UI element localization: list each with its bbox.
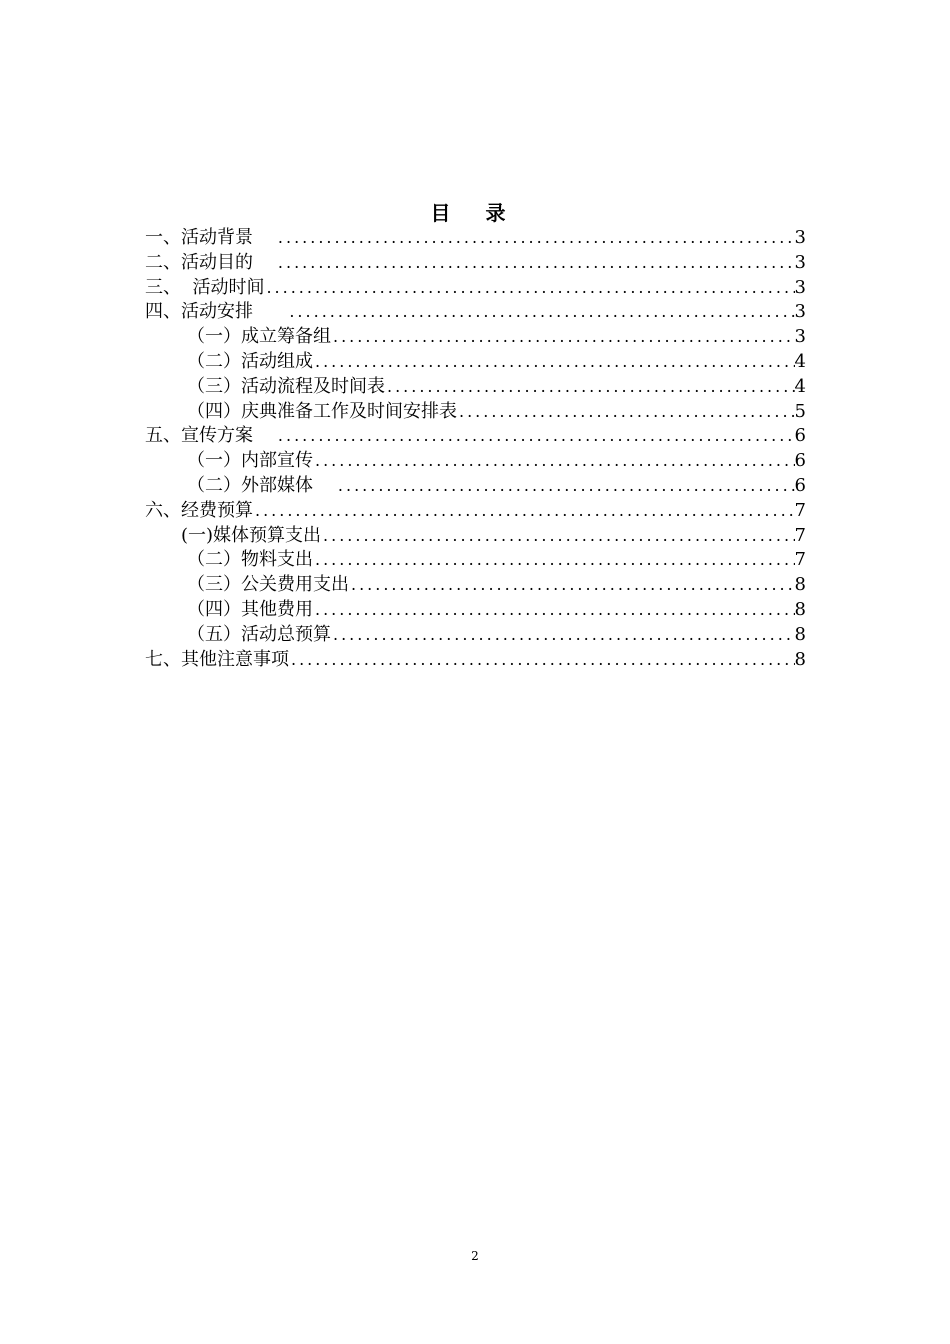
toc-entry-page: 3 — [794, 326, 806, 348]
toc-entry-label: 六、经费预算 — [145, 499, 253, 521]
toc-entry-label: (一)媒体预算支出 — [181, 524, 322, 546]
dot-leader — [276, 226, 795, 251]
dot-leader — [287, 300, 794, 325]
toc-entry-total-budget[interactable] — [145, 623, 806, 648]
toc-title: 目 录 — [430, 201, 520, 225]
toc-entry-activity-composition[interactable] — [145, 350, 806, 375]
toc-entry-label: （二）物料支出 — [187, 549, 313, 571]
toc-entry-page: 3 — [794, 251, 806, 273]
toc-entry-page: 6 — [794, 425, 806, 447]
toc-entry-label: （四）其他费用 — [187, 598, 313, 620]
toc-entry-page: 7 — [794, 499, 806, 521]
dot-leader — [276, 424, 795, 449]
toc-entry-internal-promotion[interactable] — [145, 449, 806, 474]
toc-entry-materials-expense[interactable] — [145, 548, 806, 573]
toc-entry-other-notes[interactable] — [145, 648, 806, 673]
dot-leader — [253, 499, 795, 524]
dot-leader — [336, 474, 795, 499]
toc-entry-label: 四、活动安排 — [145, 301, 288, 323]
toc-entry-page: 7 — [794, 549, 806, 571]
toc-entry-label: （二）活动组成 — [187, 350, 313, 372]
toc-entry-label: （三）活动流程及时间表 — [187, 375, 385, 397]
toc-entry-page: 3 — [794, 227, 806, 248]
dot-leader — [457, 400, 795, 425]
toc-entry-activity-arrangement[interactable] — [145, 300, 806, 325]
toc-entry-page: 4 — [794, 375, 806, 397]
toc-entry-activity-purpose[interactable] — [145, 251, 806, 276]
dot-leader — [321, 524, 795, 549]
toc-entry-label: （四）庆典准备工作及时间安排表 — [187, 400, 457, 422]
toc-entry-label: 二、活动目的 — [145, 251, 276, 273]
toc-entry-media-budget[interactable] — [145, 524, 806, 549]
toc-entry-page: 8 — [794, 598, 806, 620]
toc-entry-label: （三）公关费用支出 — [187, 574, 349, 596]
dot-leader — [276, 251, 795, 276]
toc-entry-page: 8 — [794, 623, 806, 645]
toc-entry-page: 8 — [794, 574, 806, 596]
toc-entry-budget[interactable] — [145, 499, 806, 524]
toc-entry-activity-schedule[interactable] — [145, 375, 806, 400]
toc-entry-label: 三、 活动时间 — [145, 276, 265, 298]
toc-entry-preparatory-group[interactable] — [145, 325, 806, 350]
toc-entry-label: （二）外部媒体 — [187, 474, 336, 496]
toc-entry-label: 五、宣传方案 — [145, 425, 276, 447]
toc-entry-label: （一）成立筹备组 — [187, 326, 331, 348]
toc-entry-page: 6 — [794, 474, 806, 496]
toc-entry-label: （五）活动总预算 — [187, 623, 331, 645]
toc-entry-page: 7 — [794, 524, 806, 546]
table-of-contents — [145, 226, 806, 672]
toc-entry-page: 4 — [794, 350, 806, 372]
dot-leader — [331, 325, 795, 350]
toc-entry-label: 一、活动背景 — [145, 227, 276, 248]
toc-entry-label: （一）内部宣传 — [187, 450, 313, 472]
dot-leader — [313, 598, 795, 623]
dot-leader — [289, 648, 795, 673]
toc-entry-page: 8 — [794, 648, 806, 670]
dot-leader — [331, 623, 795, 648]
toc-entry-celebration-prep[interactable] — [145, 400, 806, 425]
dot-leader — [264, 276, 794, 301]
toc-entry-other-expense[interactable] — [145, 598, 806, 623]
toc-entry-promotion-plan[interactable] — [145, 424, 806, 449]
dot-leader — [313, 548, 795, 573]
dot-leader — [313, 449, 795, 474]
dot-leader — [385, 375, 795, 400]
dot-leader — [349, 573, 795, 598]
page-number: 2 — [471, 1249, 479, 1263]
toc-entry-label: 七、其他注意事项 — [145, 648, 289, 670]
toc-entry-page: 5 — [794, 400, 806, 422]
toc-entry-pr-expense[interactable] — [145, 573, 806, 598]
toc-entry-page: 6 — [794, 450, 806, 472]
toc-entry-page: 3 — [794, 301, 806, 323]
toc-entry-page: 3 — [794, 276, 806, 298]
toc-entry-activity-time[interactable] — [145, 276, 806, 301]
toc-entry-activity-background[interactable] — [145, 226, 806, 251]
dot-leader — [313, 350, 795, 375]
toc-entry-external-media[interactable] — [145, 474, 806, 499]
